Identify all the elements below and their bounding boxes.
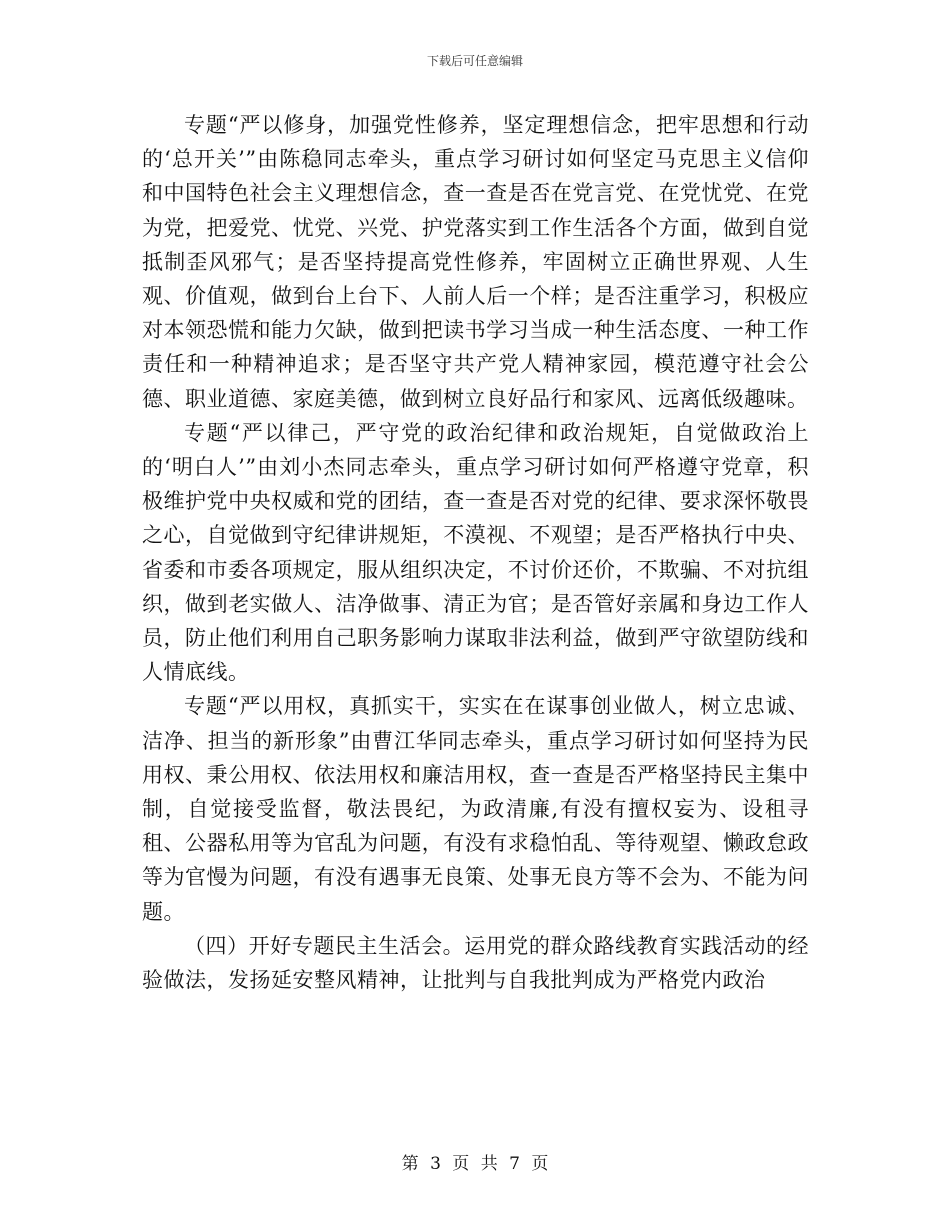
page-header: 下载后可任意编辑 — [426, 54, 523, 68]
page-number-footer: 第 3 页 共 7 页 — [401, 1154, 549, 1174]
document-body — [142, 108, 809, 997]
paragraph: 专题“严以用权，真抓实干，实实在在谋事创业做人，树立忠诚、洁净、担当的新形象”由曹江华同志牵头，重点学习研讨如何坚持为民用权、秉公用权、依法用权和廉洁用权，查一查是否严格坚持民主集中制，自觉接受监督，敬法畏纪，为政清廉,有没有擅权妄为、设租寻租、公器私用等为官乱为问题，有没有求稳怕乱、等待观望、懒政怠政等为官慢为问题，有没有遇事无良策、处事无良方等不会为、不能为问题。 — [142, 694, 809, 924]
paragraph: （四）开好专题民主生活会。运用党的群众路线教育实践活动的经验做法，发扬延安整风精神，让批判与自我批判成为严格党内政治 — [142, 933, 809, 993]
paragraph: 专题“严以修身，加强党性修养，坚定理想信念，把牢思想和行动的‘总开关’”由陈稳同志牵头，重点学习研讨如何坚定马克思主义信仰和中国特色社会主义理想信念，查一查是否在党言党、在党忧党、在党为党，把爱党、忧党、兴党、护党落实到工作生活各个方面，做到自觉抵制歪风邪气；是否坚持提高党性修养，牢固树立正确世界观、人生观、价值观，做到台上台下、人前人后一个样；是否注重学习，积极应对本领恐慌和能力欠缺，做到把读书学习当成一种生活态度、一种工作责任和一种精神追求；是否坚守共产党人精神家园，模范遵守社会公德、职业道德、家庭美德，做到树立良好品行和家风、远离低级趣味。 — [142, 113, 809, 411]
paragraph: 专题“严以律己，严守党的政治纪律和政治规矩，自觉做政治上的‘明白人’”由刘小杰同志牵头，重点学习研讨如何严格遵守党章，积极维护党中央权威和党的团结，查一查是否对党的纪律、要求深怀敬畏之心，自觉做到守纪律讲规矩，不漠视、不观望；是否严格执行中央、省委和市委各项规定，服从组织决定，不讨价还价，不欺骗、不对抗组织，做到老实做人、洁净做事、清正为官；是否管好亲属和身边工作人员，防止他们利用自己职务影响力谋取非法利益，做到严守欲望防线和人情底线。 — [142, 420, 809, 685]
